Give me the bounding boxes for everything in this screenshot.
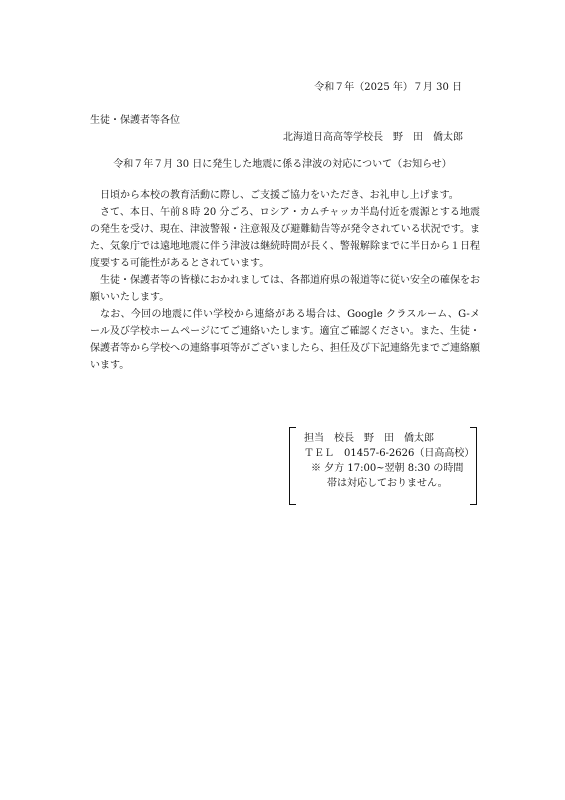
left-bracket bbox=[289, 427, 296, 505]
right-bracket bbox=[470, 427, 477, 505]
paragraph-safety-request: 生徒・保護者等の皆様におかれましては、各都道府県の報道等に従い安全の確保をお願いいたします。 bbox=[90, 275, 480, 303]
contact-note-line2: 帯は対応しておりません。 bbox=[327, 478, 448, 489]
paragraph-greeting: 日頃から本校の教育活動に際し、ご支援ご協力をいただき、お礼申し上げます。 bbox=[100, 190, 459, 201]
document-date: 令和７年（2025 年）７月 30 日 bbox=[314, 82, 462, 93]
paragraph-contact-info: なお、今回の地震に伴い学校から連絡がある場合は、Google クラスルーム、G-メール及び学校ホームページにてご連絡いたします。適宜ご確認ください。また、生徒・保護者等から学校への連絡事項等がございましたら、担任及び下記連絡先までご連絡願います。 bbox=[90, 309, 480, 371]
recipient-line: 生徒・保護者等各位 bbox=[90, 115, 180, 126]
paragraph-situation: さて、本日、午前８時 20 分ごろ、ロシア・カムチャッカ半島付近を震源とする地震の発生を受け、現在、津波警報・注意報及び避難勧告等が発令されている状況です。また、気象庁では遠地地震に伴う津波は継続時間が長く、警報解除までに半日から１日程度要する可能性があるとされています。 bbox=[90, 207, 480, 269]
contact-note-line1: ※ 夕方 17:00~翌朝 8:30 の時間 bbox=[311, 463, 464, 474]
document-title: 令和７年７月 30 日に発生した地震に係る津波の対応について（お知らせ） bbox=[113, 159, 452, 170]
document-body bbox=[90, 187, 480, 374]
sender-line: 北海道日高高等学校長 野 田 僑太郎 bbox=[283, 132, 463, 143]
contact-person: 担当 校長 野 田 僑太郎 bbox=[304, 433, 434, 444]
contact-box bbox=[289, 427, 477, 503]
contact-phone: ＴＥＬ 01457-6-2626（日高高校） bbox=[304, 448, 475, 459]
